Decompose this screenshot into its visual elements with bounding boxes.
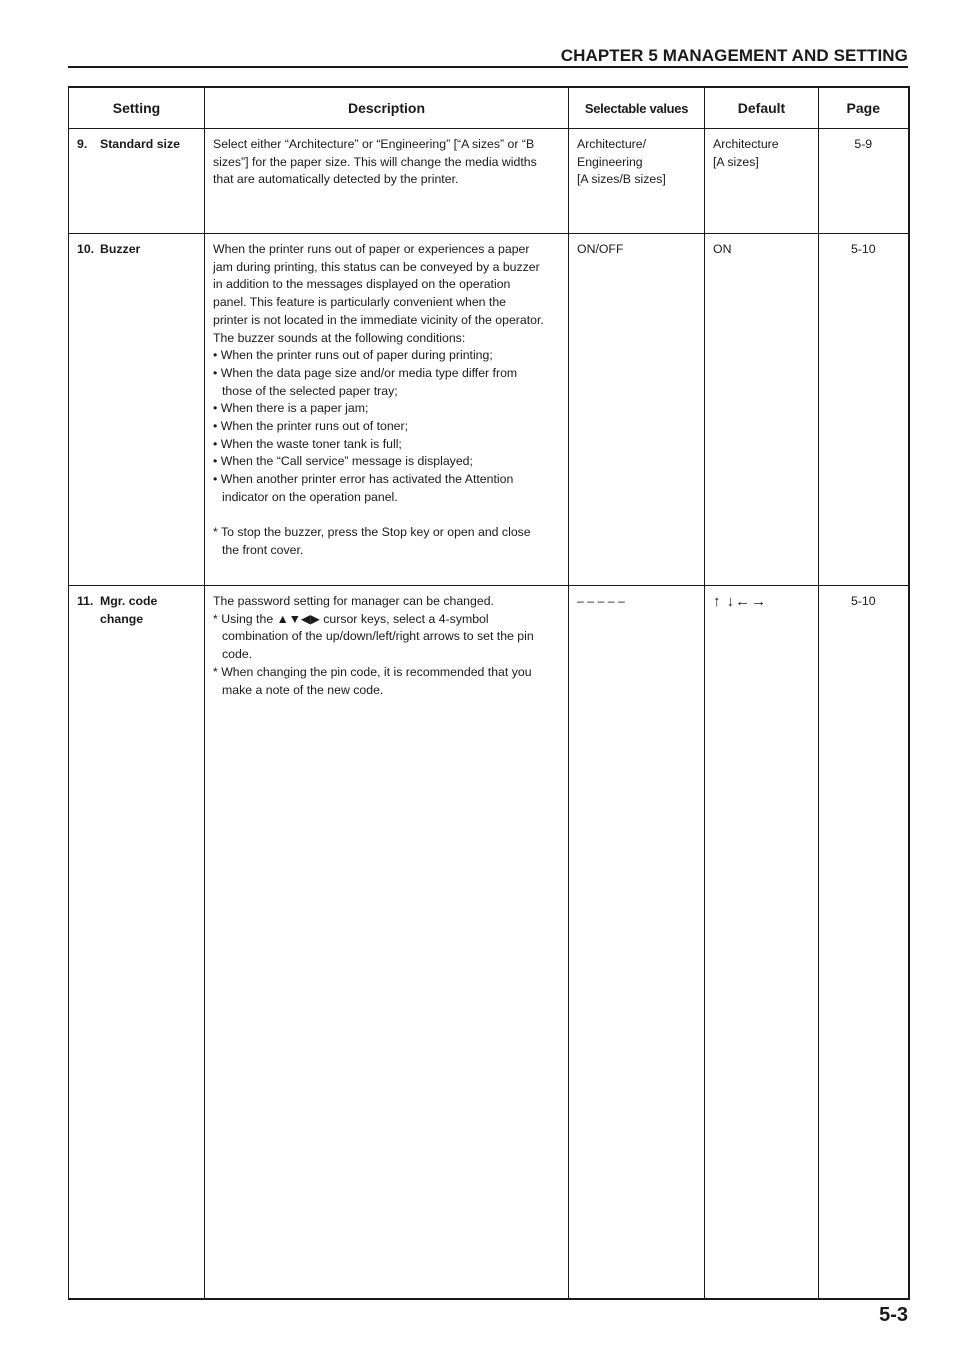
- value-line: ON/OFF: [577, 242, 624, 256]
- default-line: Architecture: [713, 137, 779, 151]
- description-cell: [205, 234, 569, 586]
- bullet-item: • When there is a paper jam;: [213, 401, 369, 416]
- default-line: ON: [713, 242, 732, 256]
- description-line: panel. This feature is particularly convenient when the: [213, 295, 507, 310]
- spacer: [213, 507, 560, 525]
- value-line: Architecture/: [577, 137, 647, 151]
- chapter-title: CHAPTER 5 MANAGEMENT AND SETTING: [560, 46, 908, 65]
- values-cell: [569, 129, 705, 234]
- setting-number: 9.: [77, 137, 88, 151]
- default-line: [A sizes]: [713, 154, 759, 169]
- setting-cell: [69, 234, 205, 586]
- bullet-item: • When the data page size and/or media type differ from: [213, 365, 518, 380]
- note-continuation: the front cover.: [222, 542, 304, 557]
- column-header-description: Description: [205, 87, 569, 129]
- description-line: sizes”] for the paper size. This will change the media widths: [213, 154, 537, 169]
- column-header-default: Default: [705, 87, 819, 129]
- bullet-continuation: those of the selected paper tray;: [222, 383, 398, 398]
- description-line: jam during printing, this status can be conveyed by a buzzer: [213, 259, 540, 274]
- values-cell: [569, 586, 705, 1300]
- note-continuation: make a note of the new code.: [222, 682, 384, 697]
- page-cell: 5-9: [819, 129, 909, 234]
- arrow-keys-default: ↑ ↓←→: [713, 593, 768, 610]
- values-cell: [569, 234, 705, 586]
- description-line: The buzzer sounds at the following conditions:: [213, 330, 466, 345]
- value-line: [A sizes/B sizes]: [577, 172, 666, 187]
- value-line: Engineering: [577, 154, 643, 169]
- description-line: Select either “Architecture” or “Engineering” [“A sizes” or “B: [213, 137, 535, 151]
- description-line: that are automatically detected by the printer.: [213, 172, 459, 187]
- bullet-continuation: indicator on the operation panel.: [222, 489, 398, 504]
- setting-number: 10.: [77, 242, 95, 256]
- column-header-page: Page: [819, 87, 909, 129]
- description-cell: [205, 129, 569, 234]
- default-cell: [705, 234, 819, 586]
- column-header-setting: Setting: [69, 87, 205, 129]
- setting-name: change: [100, 611, 144, 626]
- note-line: * To stop the buzzer, press the Stop key or open and close: [213, 525, 531, 540]
- table-header-row: [69, 87, 909, 129]
- bullet-item: • When the waste toner tank is full;: [213, 436, 402, 451]
- table-row: [69, 234, 909, 586]
- bullet-item: • When another printer error has activated the Attention: [213, 472, 514, 487]
- description-cell: [205, 586, 569, 1300]
- value-line: – – – – –: [577, 594, 625, 608]
- setting-number: 11.: [77, 594, 94, 608]
- note-continuation: combination of the up/down/left/right arrows to set the pin: [222, 629, 534, 644]
- default-cell: [705, 586, 819, 1300]
- description-line: The password setting for manager can be changed.: [213, 594, 494, 608]
- chapter-header: [68, 44, 908, 68]
- note-line: * Using the ▲▼◀▶ cursor keys, select a 4-symbol: [213, 611, 489, 626]
- description-line: in addition to the messages displayed on the operation: [213, 277, 511, 292]
- setting-name: Buzzer: [100, 242, 141, 256]
- setting-name: Mgr. code: [100, 594, 158, 608]
- default-cell: [705, 129, 819, 234]
- bullet-item: • When the printer runs out of paper during printing;: [213, 348, 493, 363]
- note-continuation: code.: [222, 647, 253, 662]
- column-header-selectable-values: Selectable values: [569, 87, 705, 129]
- setting-name: Standard size: [100, 137, 180, 151]
- table-row: [69, 586, 909, 1300]
- description-line: When the printer runs out of paper or experiences a paper: [213, 242, 530, 256]
- bullet-item: • When the printer runs out of toner;: [213, 419, 409, 434]
- description-line: printer is not located in the immediate vicinity of the operator.: [213, 312, 544, 327]
- settings-table: [68, 86, 910, 1300]
- page-cell: 5-10: [819, 234, 909, 586]
- page-number: 5-3: [879, 1304, 908, 1326]
- setting-cell: [69, 586, 205, 1300]
- table-row: [69, 129, 909, 234]
- setting-cell: [69, 129, 205, 234]
- bullet-item: • When the “Call service” message is displayed;: [213, 454, 473, 469]
- note-line: * When changing the pin code, it is recommended that you: [213, 664, 532, 679]
- page-cell: 5-10: [819, 586, 909, 1300]
